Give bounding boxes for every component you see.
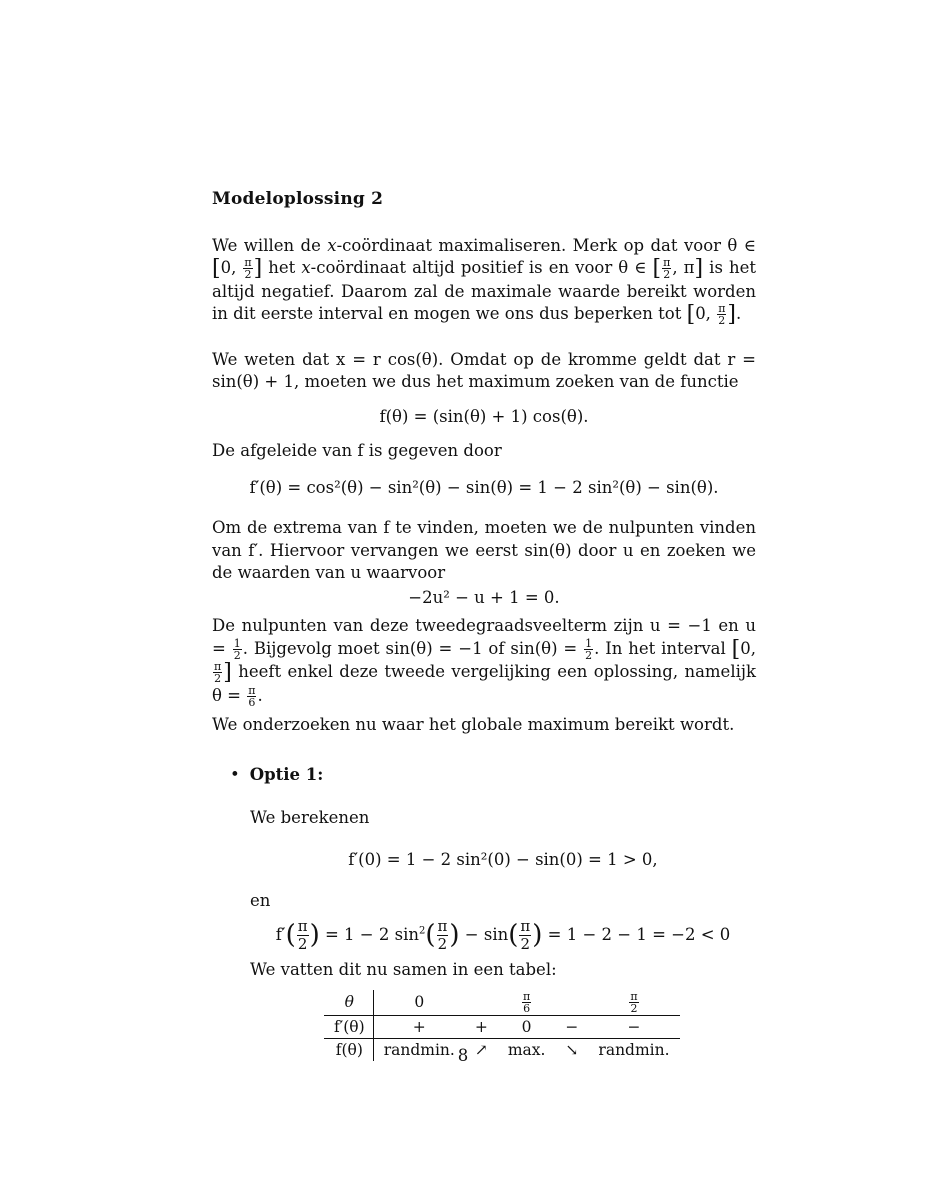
equation-fprime-pi2: f′( $\frac{\pi}{2}$ ) = 1 − 2 $\sin^2$( $\frac{\pi}{2}$ ) − sin( $\frac{\pi}{2}$ ) = 1 − 2 − 1 = −2 < 0 — [275, 917, 731, 953]
increasing-arrow-icon: ↗ — [474, 1040, 488, 1059]
option-1-title: • Optie 1: — [230, 765, 324, 784]
table-row: f′(θ) + + 0 − − — [324, 1015, 680, 1038]
page-content — [212, 188, 756, 1061]
conjunction-en: en — [250, 890, 271, 910]
decreasing-arrow-icon: ↘ — [565, 1040, 579, 1059]
equation-derivative: f′(θ) = cos²(θ) − sin²(θ) − sin(θ) = 1 − 2 sin²(θ) − sin(θ). — [249, 477, 719, 497]
page-number: 8 — [457, 1046, 469, 1065]
option-1-block — [230, 764, 756, 1061]
paragraph-3: De afgeleide van f is gegeven door — [212, 441, 502, 460]
paragraph-6: We onderzoeken nu waar het globale maximum bereikt wordt. — [212, 714, 735, 734]
equation-quadratic: −2u² − u + 1 = 0. — [408, 587, 560, 607]
table-row: θ 0 $\frac{\pi}{6}$ $\frac{\pi}{2}$ — [324, 990, 680, 1016]
paragraph-4: Om de extrema van f te vinden, moeten we de nulpunten vinden van f′. Hiervoor vervangen we eerst sin(θ) door u en zoeken we de waarden van u waarvoor — [212, 518, 756, 582]
paragraph-2: We weten dat x = r cos(θ). Omdat op de kromme geldt dat r = sin(θ) + 1, moeten we dus het maximum zoeken van de functie — [212, 349, 756, 391]
table-row: f(θ) randmin. ↗ max. ↘ randmin. — [324, 1038, 680, 1061]
table-intro: We vatten dit nu samen in een tabel: — [250, 960, 557, 979]
paragraph-1: We willen de x-coördinaat maximaliseren. Merk op dat voor θ ∈ [0, $\frac{\pi}{2}$ ] het x-coördinaat altijd positief is en voor θ ∈ [ $\frac{\pi}{2}$ , π] is het altijd negatief. Daarom zal de maximale waarde bereikt worden in dit eerste interval en mogen we ons dus beperken tot [0, $\frac{\pi}{2}$ ]. — [212, 235, 756, 327]
calc-intro: We berekenen — [250, 807, 370, 827]
paragraph-5: De nulpunten van deze tweedegraadsveelterm zijn u = −1 en u = $\frac{1}{2}$ . Bijgevolg moet sin(θ) = −1 of sin(θ) = $\frac{1}{2}$ . In het interval [0, $\frac{\pi}{2}$ ] heeft enkel deze tweede vergelijking een oplossing, namelijk θ = $\frac{\pi}{6}$ . — [212, 616, 756, 709]
equation-fprime-0: f′(0) = 1 − 2 sin²(0) − sin(0) = 1 > 0, — [348, 850, 658, 869]
bullet-icon: • — [230, 765, 240, 784]
equation-f: f(θ) = (sin(θ) + 1) cos(θ). — [379, 406, 589, 426]
section-heading: Modeloplossing 2 — [212, 189, 384, 209]
